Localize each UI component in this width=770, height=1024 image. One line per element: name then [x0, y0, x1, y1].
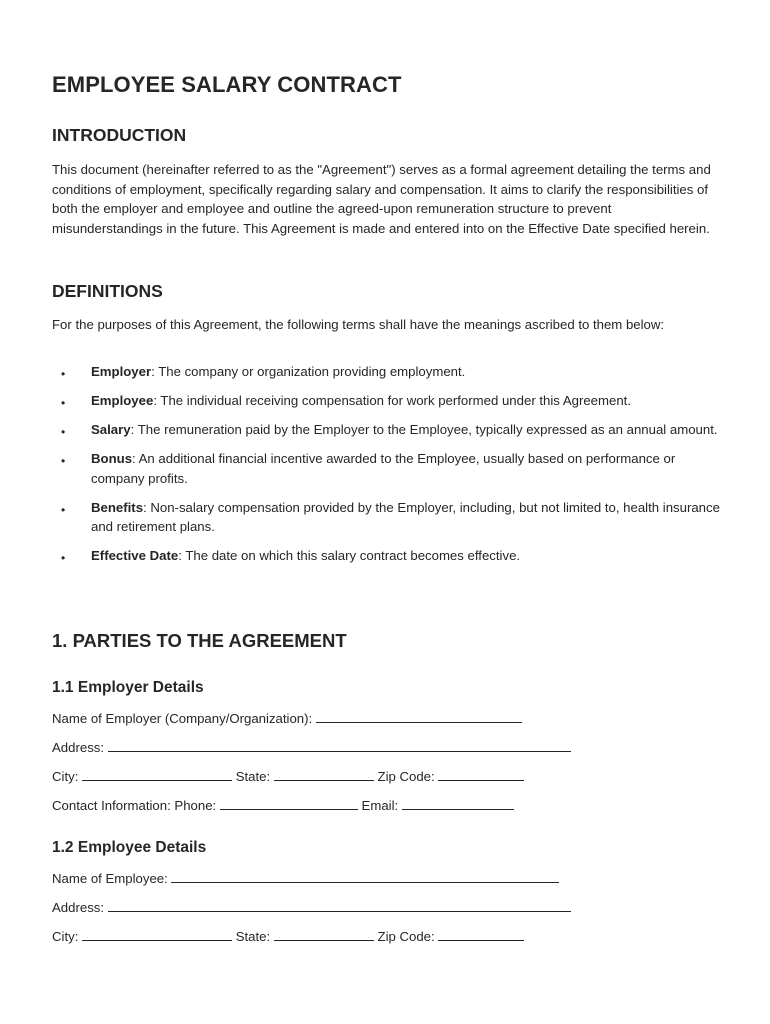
employer-phone-blank[interactable] [220, 796, 358, 810]
definition-item-effective-date [52, 546, 732, 566]
definition-item-benefits [52, 498, 732, 537]
employee-name-label: Name of Employee: [52, 871, 172, 886]
bullet-icon: • [61, 551, 66, 565]
employee-city-label: City: [52, 929, 83, 944]
definition-text: : Non-salary compensation provided by the Employer, including, but not limited to, health insurance and retirement plans. [91, 499, 720, 534]
employer-name-blank[interactable] [316, 709, 522, 723]
employer-email-label: Email: [357, 798, 402, 813]
definition-text: : The individual receiving compensation for work performed under this Agreement. [153, 393, 631, 408]
bullet-icon: • [61, 367, 66, 381]
definition-term: Employer [91, 364, 152, 379]
definition-term: Bonus [91, 451, 133, 466]
employee-state-blank[interactable] [274, 927, 374, 941]
bullet-icon: • [61, 425, 66, 439]
employer-address-row [52, 738, 571, 758]
employee-zip-label: Zip Code: [373, 929, 439, 944]
employer-zip-blank[interactable] [438, 767, 524, 781]
employer-city-row [52, 767, 524, 787]
document-title: EMPLOYEE SALARY CONTRACT [52, 72, 402, 97]
definition-text: : The remuneration paid by the Employer to the Employee, typically expressed as an annual amount. [130, 422, 718, 437]
employer-name-row [52, 709, 522, 729]
definition-term: Effective Date [91, 548, 179, 563]
employee-address-label: Address: [52, 900, 108, 915]
employer-details-heading: 1.1 Employer Details [52, 679, 204, 696]
definitions-list [52, 362, 732, 575]
employee-details-heading: 1.2 Employee Details [52, 839, 207, 856]
bullet-icon: • [61, 454, 66, 468]
definition-item-employee [52, 391, 732, 411]
employee-name-row [52, 869, 559, 889]
bullet-icon: • [61, 502, 66, 517]
introduction-heading: INTRODUCTION [52, 125, 187, 145]
bullet-icon: • [61, 396, 66, 410]
employee-city-row [52, 927, 524, 947]
introduction-text: This document (hereinafter referred to as the "Agreement") serves as a formal agreement detailing the terms and conditions of employment, specifically regarding salary and compensation. It aims to clarify the responsibilities of both the employer and employee and outline the agreed-upon remuneration structure to prevent misunderstandings in the future. This Agreement is made and entered into on the Effective Date specified herein. [52, 162, 711, 236]
employee-zip-blank[interactable] [438, 927, 524, 941]
employee-city-blank[interactable] [82, 927, 232, 941]
employer-name-label: Name of Employer (Company/Organization): [52, 711, 316, 726]
definition-term: Salary [91, 422, 131, 437]
employer-city-blank[interactable] [82, 767, 232, 781]
employee-address-blank[interactable] [108, 898, 571, 912]
employer-email-blank[interactable] [402, 796, 514, 810]
employer-zip-label: Zip Code: [373, 769, 439, 784]
definition-text: : An additional financial incentive awarded to the Employee, usually based on performance or company profits. [91, 451, 676, 486]
employee-state-label: State: [232, 929, 274, 944]
definition-text: : The date on which this salary contract becomes effective. [178, 548, 521, 563]
employee-name-blank[interactable] [171, 869, 559, 883]
definition-item-salary [52, 420, 732, 440]
employer-city-label: City: [52, 769, 83, 784]
employee-address-row [52, 898, 571, 918]
definition-term: Benefits [91, 499, 144, 515]
definition-text: : The company or organization providing employment. [151, 364, 466, 379]
definition-term: Employee [91, 393, 154, 408]
employer-state-label: State: [232, 769, 274, 784]
employer-address-blank[interactable] [108, 738, 571, 752]
employer-address-label: Address: [52, 740, 108, 755]
employer-state-blank[interactable] [274, 767, 374, 781]
parties-heading: 1. PARTIES TO THE AGREEMENT [52, 630, 347, 651]
definitions-intro: For the purposes of this Agreement, the following terms shall have the meanings ascribed to them below: [52, 317, 665, 332]
employer-contact-row [52, 796, 514, 816]
definition-item-bonus [52, 449, 732, 488]
definition-item-employer [52, 362, 732, 382]
definitions-heading: DEFINITIONS [52, 281, 163, 301]
employer-contact-label: Contact Information: Phone: [52, 798, 220, 813]
